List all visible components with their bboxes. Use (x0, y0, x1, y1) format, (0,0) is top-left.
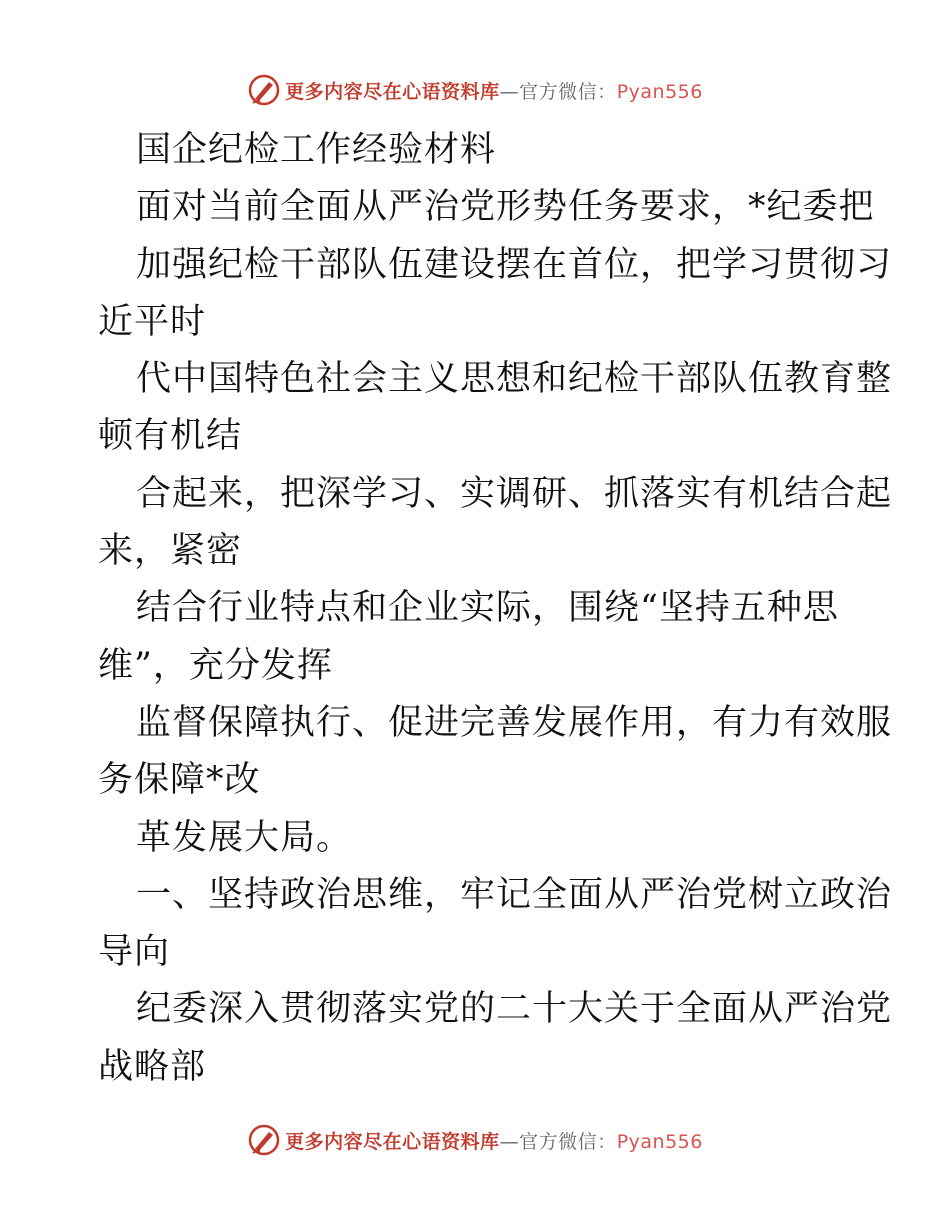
doc-line: 革发展大局。 (136, 817, 353, 858)
doc-section-heading: 一、坚持政治思维，牢记全面从严治党树立政治 (136, 874, 893, 915)
doc-line: 结合行业特点和企业实际，围绕“坚持五种思 (136, 588, 839, 629)
doc-line: 加强纪检干部队伍建设摆在首位，把学习贯彻习 (136, 244, 893, 285)
doc-line: 监督保障执行、促进完善发展作用，有力有效服 (136, 702, 893, 743)
banner-dash: — (499, 1130, 520, 1153)
banner-text (285, 1127, 703, 1154)
pen-logo-icon (247, 73, 281, 107)
doc-line: 来，紧密 (98, 531, 243, 572)
doc-line: 导向 (98, 932, 171, 973)
footer-banner (0, 1120, 950, 1160)
banner-wechat-label: 官方微信： (519, 80, 617, 103)
doc-line: 近平时 (98, 301, 207, 342)
header-banner (0, 70, 950, 110)
document-body (98, 122, 893, 1096)
banner-title: 更多内容尽在心语资料库 (285, 1130, 500, 1153)
banner-title: 更多内容尽在心语资料库 (285, 80, 500, 103)
banner-wechat-id: Pyan556 (616, 1130, 703, 1153)
banner-dash: — (499, 80, 520, 103)
doc-line: 维”，充分发挥 (98, 645, 333, 686)
banner-text (285, 77, 703, 104)
doc-line: 纪委深入贯彻落实党的二十大关于全面从严治党 (136, 989, 893, 1030)
doc-line: 面对当前全面从严治党形势任务要求，*纪委把 (136, 187, 875, 228)
doc-line: 战略部 (98, 1046, 207, 1087)
doc-line: 合起来，把深学习、实调研、抓落实有机结合起 (136, 473, 893, 514)
pen-logo-icon (247, 1123, 281, 1157)
doc-line: 顿有机结 (98, 416, 243, 457)
doc-title: 国企纪检工作经验材料 (136, 130, 497, 170)
doc-line: 代中国特色社会主义思想和纪检干部队伍教育整 (136, 359, 893, 400)
banner-wechat-label: 官方微信： (519, 1130, 617, 1153)
banner-wechat-id: Pyan556 (616, 80, 703, 103)
doc-line: 务保障*改 (98, 760, 261, 801)
